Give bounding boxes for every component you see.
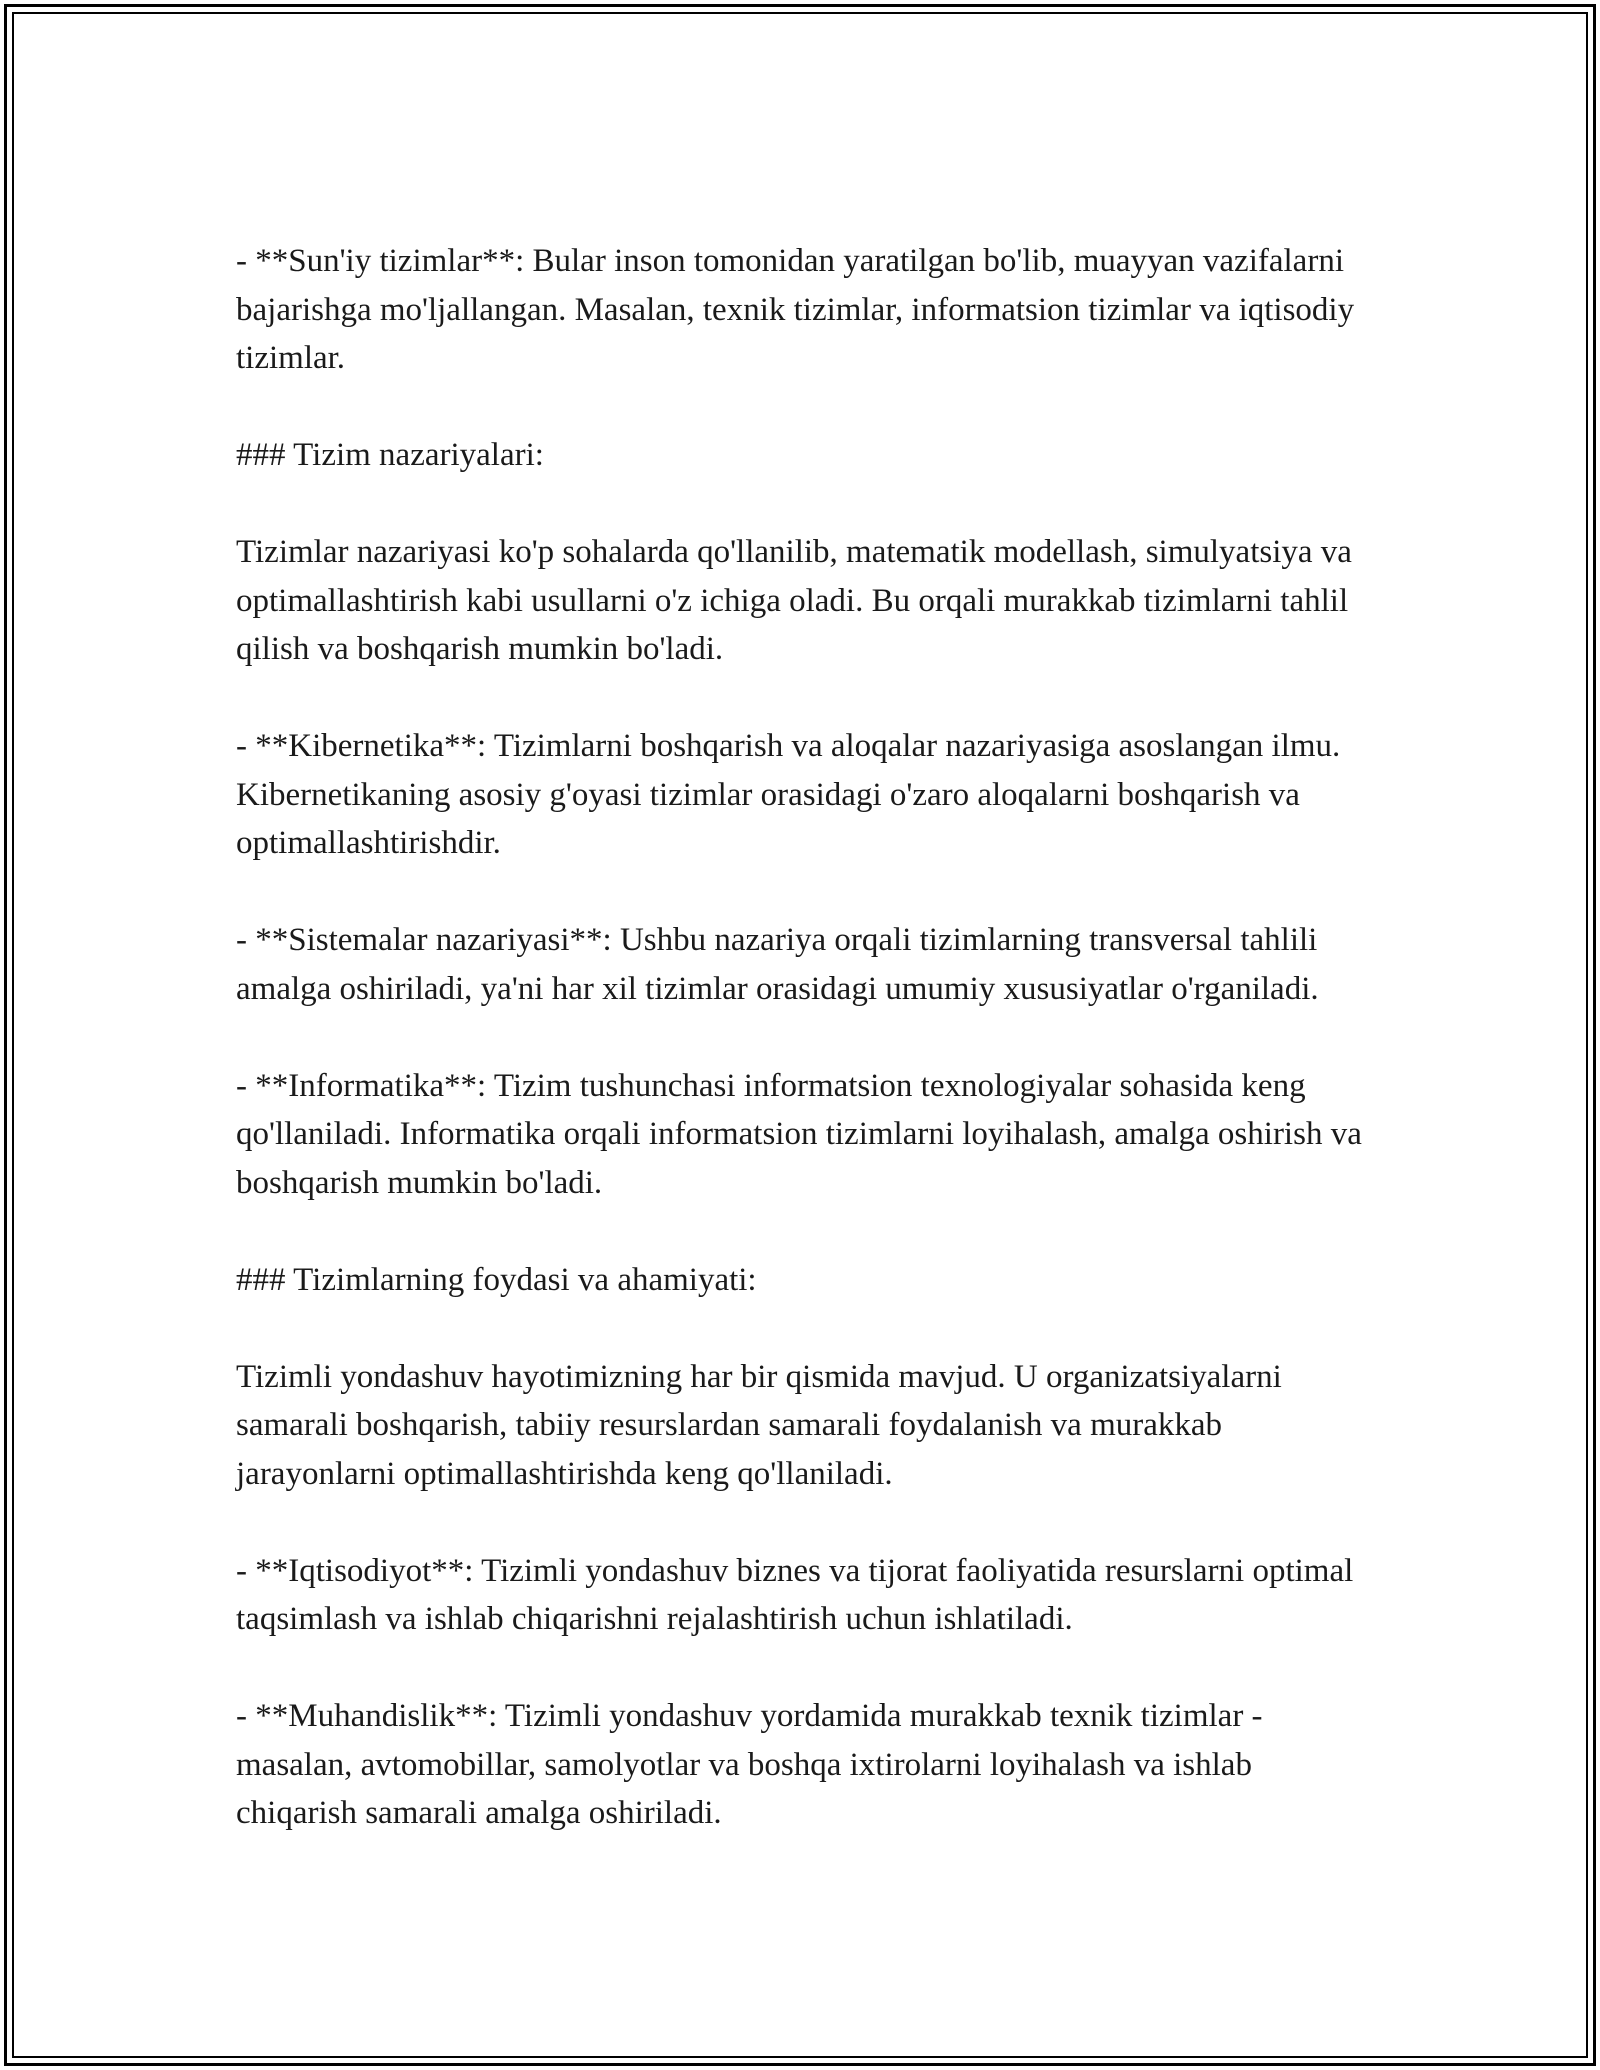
paragraph-kibernetika: - **Kibernetika**: Tizimlarni boshqarish va aloqalar nazariyasiga asoslangan ilmu. Kibernetikaning asosiy g'oyasi tizimlar orasidagi o'zaro aloqalarni boshqarish va optimallashtirishdir. [236,728,1341,861]
heading-tizim-nazariyalari: ### Tizim nazariyalari: [236,437,544,473]
paragraph-tizimli-yondashuv: Tizimli yondashuv hayotimizning har bir qismida mavjud. U organizatsiyalarni samarali boshqarish, tabiiy resurslardan samarali foydalanish va murakkab jarayonlarni optimallashtirishda keng qo'llaniladi. [236,1358,1282,1492]
paragraph-informatika: - **Informatika**: Tizim tushunchasi informatsion texnologiyalar sohasida keng qo'llaniladi. Informatika orqali informatsion tizimlarni loyihalash, amalga oshirish va boshqarish mumkin bo'ladi. [236,1067,1362,1201]
paragraph-muhandislik: - **Muhandislik**: Tizimli yondashuv yordamida murakkab texnik tizimlar - masalan, avtomobillar, samolyotlar va boshqa ixtirolarni loyihalash va ishlab chiqarish samarali amalga oshiriladi. [236,1698,1263,1831]
document-body [236,237,1366,1838]
paragraph-iqtisodiyot: - **Iqtisodiyot**: Tizimli yondashuv biznes va tijorat faoliyatida resurslarni optimal taqsimlash va ishlab chiqarishni rejalashtirish uchun ishlatiladi. [236,1552,1354,1637]
heading-tizimlarning-foydasi: ### Tizimlarning foydasi va ahamiyati: [236,1261,757,1298]
paragraph-sistemalar-nazariyasi: - **Sistemalar nazariyasi**: Ushbu nazariya orqali tizimlarning transversal tahlili amalga oshiriladi, ya'ni har xil tizimlar orasidagi umumiy xususiyatlar o'rganiladi. [236,922,1319,1007]
paragraph-tizimlar-nazariyasi: Tizimlar nazariyasi ko'p sohalarda qo'llanilib, matematik modellash, simulyatsiya va optimallashtirish kabi usullarni o'z ichiga oladi. Bu orqali murakkab tizimlarni tahlil qilish va boshqarish mumkin bo'ladi. [236,534,1352,667]
paragraph-suniy-tizimlar: - **Sun'iy tizimlar**: Bular inson tomonidan yaratilgan bo'lib, muayyan vazifalarni bajarishga mo'ljallangan. Masalan, texnik tizimlar, informatsion tizimlar va iqtisodiy tizimlar. [236,243,1355,376]
